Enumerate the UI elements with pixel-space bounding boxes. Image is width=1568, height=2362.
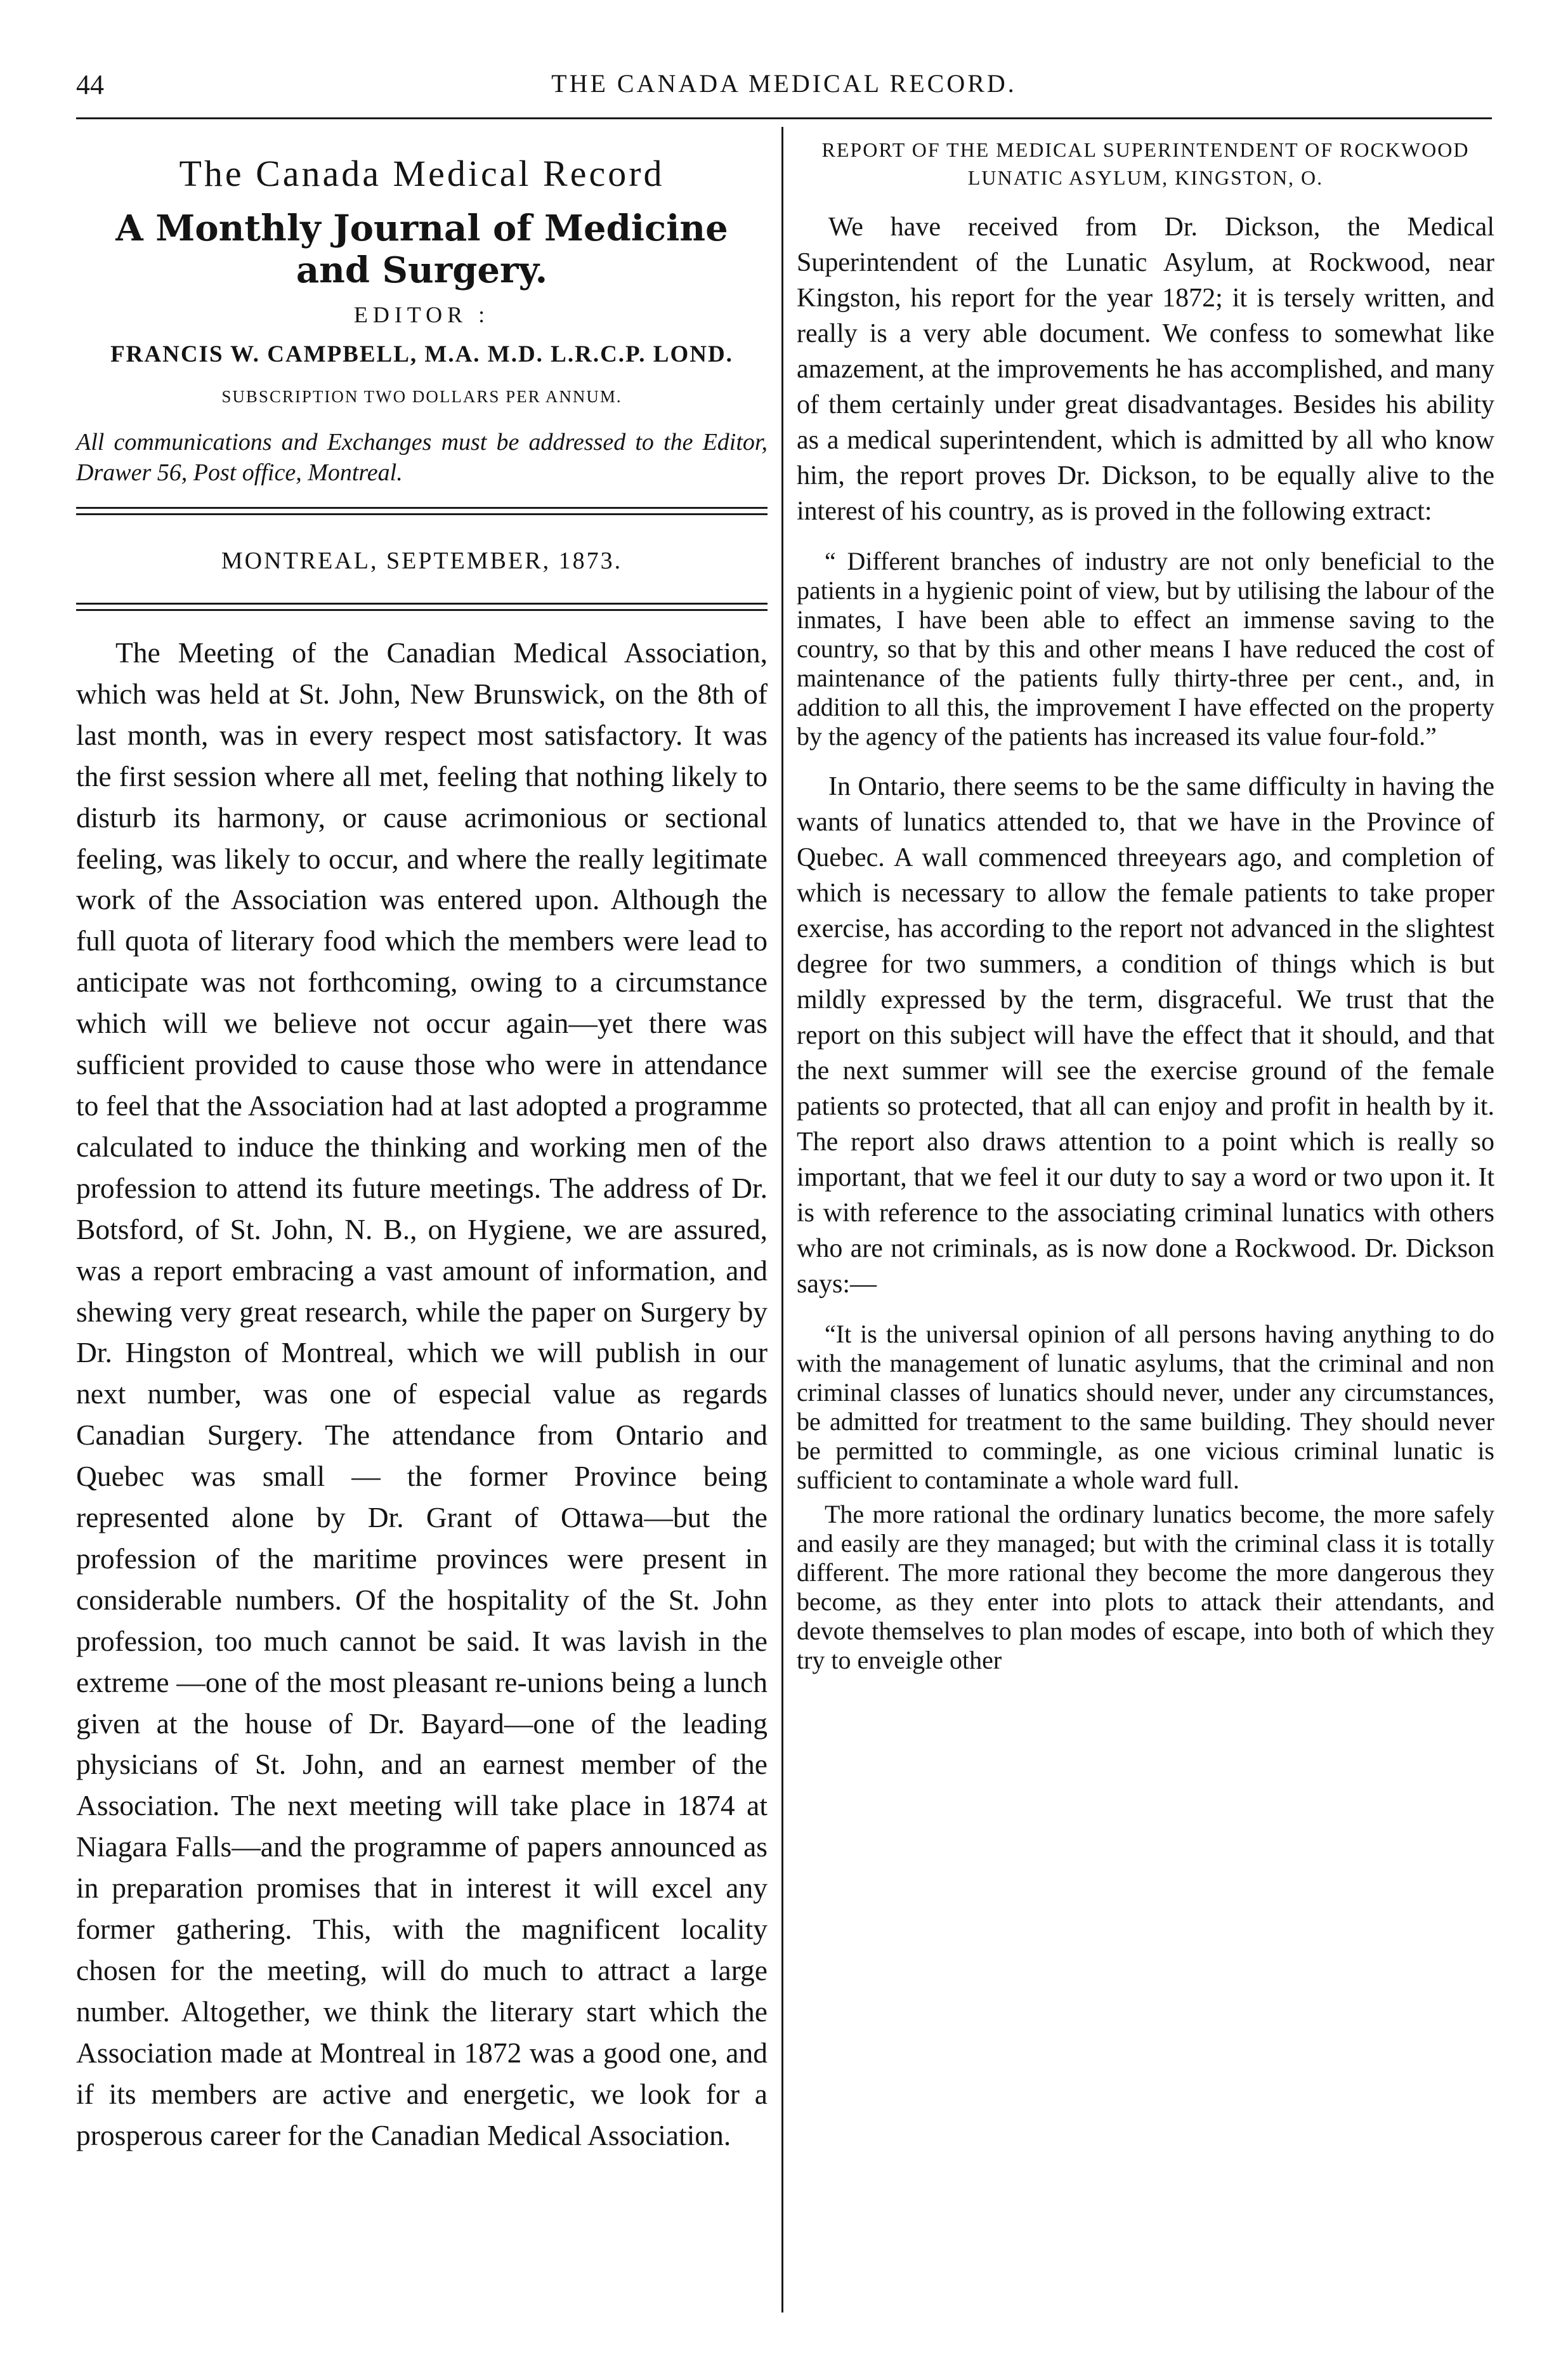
- editorial-paragraph: The Meeting of the Canadian Medical Association, which was held at St. John, New Brunswick, on the 8th of last month, was in every respect most satisfactory. It was the first session where all met, feeling that nothing likely to disturb its harmony, or cause acrimonious or sectional feeling, was likely to occur, and where the really legitimate work of the Association was entered upon. Although the full quota of literary food which the members were lead to anticipate was not forthcoming, owing to a circumstance which will we believe not occur again—yet there was sufficient provided to cause those who were in attendance to feel that the Association had at last adopted a programme calculated to induce the thinking and working men of the profession to attend its future meetings. The address of Dr. Botsford, of St. John, N. B., on Hygiene, we are assured, was a report embracing a vast amount of information, and shewing very great research, while the paper on Surgery by Dr. Hingston of Montreal, which we will publish in our next number, was one of especial value as regards Canadian Surgery. The attendance from Ontario and Quebec was small — the former Province being represented alone by Dr. Grant of Ottawa—but the profession of the maritime provinces were present in considerable numbers. Of the hospitality of the St. John profession, too much cannot be said. It was lavish in the extreme —one of the most pleasant re-unions being a lunch given at the house of Dr. Bayard—one of the leading physicians of St. John, and an earnest member of the Association. The next meeting will take place in 1874 at Niagara Falls—and the programme of papers announced as in preparation promises that in interest it will excel any former gathering. This, with the magnificent locality chosen for the meeting, will do much to attract a large number. Altogether, we think the literary start which the Association made at Montreal in 1872 was a good one, and if its members are active and energetic, we look for a prosperous career for the Canadian Medical Association.: [76, 636, 768, 2151]
- masthead-subtitle: A Monthly Journal of Medicine and Surgery.: [115, 207, 728, 291]
- column-divider: [781, 127, 783, 2313]
- report-quote-1: “ Different branches of industry are not only beneficial to the patients in a hygienic point of view, but by utilising the labour of the inmates, I have been able to effect an immense saving to the country, so that by this and other means I have reduced the cost of maintenance of the patients fully thirty-three per cent., and, in addition to all this, the improvement I have effected on the property by the agency of the patients has increased its value four-fold.”: [797, 547, 1494, 751]
- running-head: [76, 69, 1492, 107]
- correspondence-notice: All communications and Exchanges must be addressed to the Editor, Drawer 56, Post office, Montreal.: [76, 429, 768, 486]
- report-quote-3: The more rational the ordinary lunatics become, the more safely and easily are they managed; but with the criminal class it is totally different. The more rational they become the more dangerous they become, as they enter into plots to attack their attendants, and devote themselves to plan modes of escape, into both of which they try to enveigle other: [797, 1500, 1494, 1674]
- left-column: [76, 127, 768, 2156]
- subscription-notice: SUBSCRIPTION TWO DOLLARS PER ANNUM.: [221, 387, 622, 406]
- editor-label: EDITOR :: [353, 302, 490, 327]
- report-paragraph-1: We have received from Dr. Dickson, the Medical Superintendent of the Lunatic Asylum, at Rockwood, near Kingston, his report for the year 1872; it is tersely written, and really is a very able document. We confess to somewhat like amazement, at the improvements he has accomplished, and many of them certainly under great disadvantages. Besides his ability as a medical superintendent, which is admitted by all who know him, the report proves Dr. Dickson, to be equally alive to the interest of his country, as is proved in the following extract:: [797, 213, 1494, 526]
- report-quote-2: “It is the universal opinion of all persons having anything to do with the management of lunatic asylums, that the criminal and non criminal classes of lunatics should never, under any circumstances, be admitted for treatment to the same building. They should never be permitted to commingle, as one vicious criminal lunatic is sufficient to contaminate a whole ward full.: [797, 1320, 1494, 1494]
- running-title: THE CANADA MEDICAL RECORD.: [551, 69, 1017, 98]
- right-column: [797, 127, 1494, 1675]
- editor-name: FRANCIS W. CAMPBELL, M.A. M.D. L.R.C.P. LOND.: [110, 341, 733, 367]
- page-number: 44: [76, 69, 104, 100]
- dateline-rule: [76, 603, 768, 611]
- report-paragraph-2: In Ontario, there seems to be the same difficulty in having the wants of lunatics attended to, that we have in the Province of Quebec. A wall commenced threeyears ago, and completion of which is necessary to allow the female patients to take proper exercise, has according to the report not advanced in the slightest degree for two summers, a condition of things which is but mildly expressed by the term, disgraceful. We trust that the report on this subject will have the effect that it should, and that the next summer will see the exercise ground of the female patients so protected, that all can enjoy and profit in health by it. The report also draws attention to a point which is really so important, that we feel it our duty to say a word or two upon it. It is with reference to the associating criminal lunatics with others who are not criminals, as is now done a Rockwood. Dr. Dickson says:—: [797, 772, 1494, 1299]
- dateline: MONTREAL, SEPTEMBER, 1873.: [221, 548, 623, 574]
- header-rule: [76, 117, 1492, 119]
- masthead-rule: [76, 507, 768, 515]
- report-heading: REPORT OF THE MEDICAL SUPERINTENDENT OF ROCKWOOD LUNATIC ASYLUM, KINGSTON, O.: [821, 138, 1470, 189]
- masthead-title: The Canada Medical Record: [179, 153, 665, 194]
